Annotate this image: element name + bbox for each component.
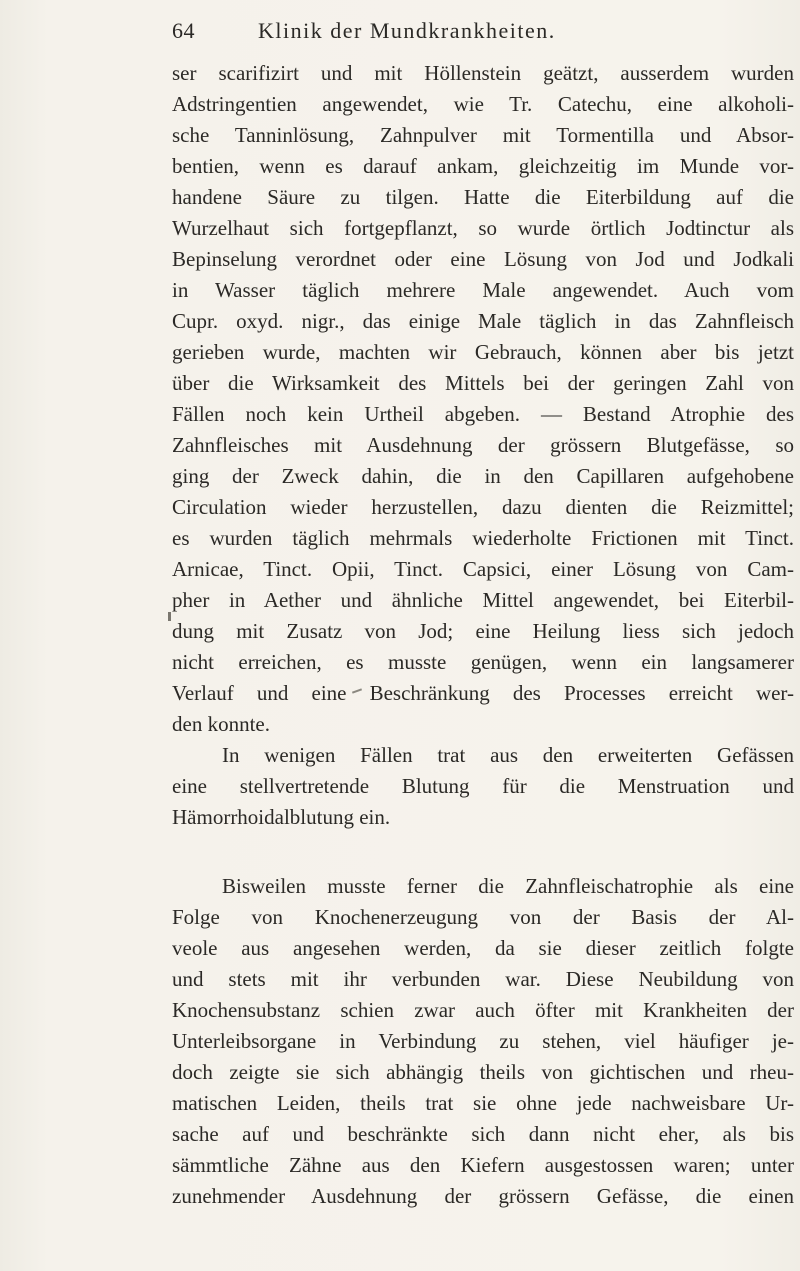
- text-line: pher in Aether und ähnliche Mittel angewendet, bei Eiterbil-: [172, 588, 794, 612]
- text-line: Arnicae, Tinct. Opii, Tinct. Capsici, einer Lösung von Cam-: [172, 557, 794, 581]
- text-line: Wurzelhaut sich fortgepflanzt, so wurde örtlich Jodtinctur als: [172, 216, 794, 240]
- text-line: Verlauf und eine Beschränkung des Processes erreicht wer-: [172, 681, 794, 705]
- text-line: sche Tanninlösung, Zahnpulver mit Tormentilla und Absor-: [172, 123, 794, 147]
- text-line: bentien, wenn es darauf ankam, gleichzeitig im Munde vor-: [172, 154, 794, 178]
- text-line: Bisweilen musste ferner die Zahnfleischatrophie als eine: [222, 874, 794, 898]
- page-header: [172, 18, 792, 54]
- text-line: Cupr. oxyd. nigr., das einige Male täglich in das Zahnfleisch: [172, 309, 794, 333]
- paragraph-2: [172, 740, 794, 833]
- text-line: Hämorrhoidalblutung ein.: [172, 805, 391, 829]
- text-line: matischen Leiden, theils trat sie ohne jede nachweisbare Ur-: [172, 1091, 794, 1115]
- text-line: ser scarifizirt und mit Höllenstein geätzt, ausserdem wurden: [172, 61, 794, 85]
- text-line: ging der Zweck dahin, die in den Capillaren aufgehobene: [172, 464, 794, 488]
- text-line: nicht erreichen, es musste genügen, wenn ein langsamerer: [172, 650, 794, 674]
- text-line: Fällen noch kein Urtheil abgeben. — Bestand Atrophie des: [172, 402, 794, 426]
- page-number: 64: [172, 18, 195, 43]
- paragraph-1: [172, 58, 794, 740]
- margin-mark: [168, 612, 171, 621]
- text-line: Unterleibsorgane in Verbindung zu stehen, viel häufiger je-: [172, 1029, 794, 1053]
- text-line: doch zeigte sie sich abhängig theils von gichtischen und rheu-: [172, 1060, 794, 1084]
- running-title: Klinik der Mundkrankheiten.: [258, 18, 556, 43]
- section-gap: [172, 833, 794, 871]
- text-line: Knochensubstanz schien zwar auch öfter mit Krankheiten der: [172, 998, 794, 1022]
- paragraph-3: [172, 871, 794, 1212]
- text-line: veole aus angesehen werden, da sie dieser zeitlich folgte: [172, 936, 794, 960]
- text-line: Circulation wieder herzustellen, dazu dienten die Reizmittel;: [172, 495, 794, 519]
- text-line: zunehmender Ausdehnung der grössern Gefässe, die einen: [172, 1184, 794, 1208]
- text-line: sache auf und beschränkte sich dann nicht eher, als bis: [172, 1122, 794, 1146]
- text-line: eine stellvertretende Blutung für die Menstruation und: [172, 774, 794, 798]
- text-line: es wurden täglich mehrmals wiederholte Frictionen mit Tinct.: [172, 526, 794, 550]
- text-line: Adstringentien angewendet, wie Tr. Catechu, eine alkoholi-: [172, 92, 794, 116]
- text-line: den konnte.: [172, 712, 270, 736]
- text-line: Folge von Knochenerzeugung von der Basis der Al-: [172, 905, 794, 929]
- text-line: In wenigen Fällen trat aus den erweiterten Gefässen: [222, 743, 794, 767]
- text-line: sämmtliche Zähne aus den Kiefern ausgestossen waren; unter: [172, 1153, 794, 1177]
- text-line: Bepinselung verordnet oder eine Lösung von Jod und Jodkali: [172, 247, 794, 271]
- text-line: und stets mit ihr verbunden war. Diese Neubildung von: [172, 967, 794, 991]
- body-text: [172, 58, 794, 1212]
- text-line: gerieben wurde, machten wir Gebrauch, können aber bis jetzt: [172, 340, 794, 364]
- text-line: Zahnfleisches mit Ausdehnung der grössern Blutgefässe, so: [172, 433, 794, 457]
- text-line: über die Wirksamkeit des Mittels bei der geringen Zahl von: [172, 371, 794, 395]
- text-line: dung mit Zusatz von Jod; eine Heilung liess sich jedoch: [172, 619, 794, 643]
- text-line: handene Säure zu tilgen. Hatte die Eiterbildung auf die: [172, 185, 794, 209]
- text-line: in Wasser täglich mehrere Male angewendet. Auch vom: [172, 278, 794, 302]
